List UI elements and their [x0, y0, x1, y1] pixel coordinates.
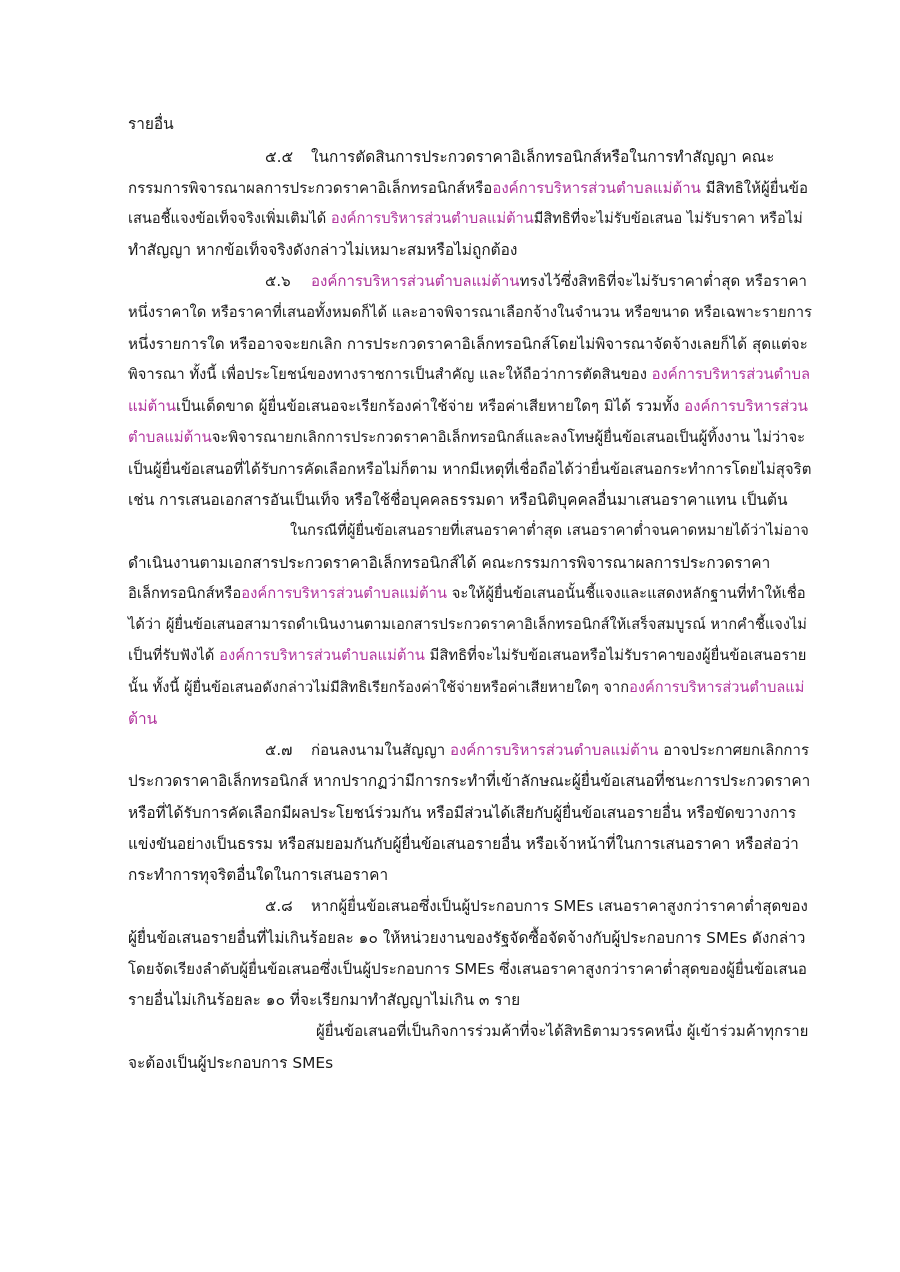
paragraph-start: ในกรณีที่ผู้ยื่นข้อเสนอรายที่เสนอราคาต่ำสุด เสนอราคาต่ำจนคาดหมายได้ว่าไม่อาจ [290, 522, 809, 539]
clause-5-5: ๕.๕ ในการตัดสินการประกวดราคาอิเล็กทรอนิกส์หรือในการทำสัญญา คณะ [265, 148, 775, 166]
text-line: กระทำการทุจริตอื่นใดในการเสนอราคา [128, 866, 389, 884]
org-name: องค์การบริหารส่วนตำบลแม่ต้าน [219, 647, 425, 664]
org-name: องค์การบริหารส่วนตำบลแม่ต้าน [241, 585, 447, 602]
org-name: องค์การบริหารส่วนตำบลแม่ต้าน [449, 741, 659, 759]
text-line: แข่งขันอย่างเป็นธรรม หรือสมยอมกันกับผู้ยื่นข้อเสนอรายอื่น หรือเจ้าหน้าที่ในการเสนอราคา หรือส่อว่า [128, 835, 799, 853]
text-line: กรรมการพิจารณาผลการประกวดราคาอิเล็กทรอนิกส์หรือองค์การบริหารส่วนตำบลแม่ต้าน มีสิทธิให้ผู้ยื่นข้อ [128, 179, 809, 197]
text-line: ทำสัญญา หากข้อเท็จจริงดังกล่าวไม่เหมาะสมหรือไม่ถูกต้อง [128, 241, 518, 259]
clause-5-7: ๕.๗ ก่อนลงนามในสัญญา องค์การบริหารส่วนตำบลแม่ต้าน อาจประกาศยกเลิกการ [265, 741, 809, 759]
text-line: จะต้องเป็นผู้ประกอบการ SMEs [128, 1054, 334, 1072]
text-line: หรือที่ได้รับการคัดเลือกมีผลประโยชน์ร่วมกัน หรือมีส่วนได้เสียกับผู้ยื่นข้อเสนอรายอื่น หรือขัดขวางการ [128, 804, 797, 822]
text-line: พิจารณา ทั้งนี้ เพื่อประโยชน์ของทางราชการเป็นสำคัญ และให้ถือว่าการตัดสินของ องค์การบริหารส่วนตำบล [128, 366, 811, 383]
org-name: องค์การบริหารส่วนตำบลแม่ต้าน [330, 210, 534, 227]
text-line: ประกวดราคาอิเล็กทรอนิกส์ หากปรากฏว่ามีการกระทำที่เข้าลักษณะผู้ยื่นข้อเสนอที่ชนะการประกวดราคา [128, 772, 811, 790]
text-line: รายอื่นไม่เกินร้อยละ ๑๐ ที่จะเรียกมาทำสัญญาไม่เกิน ๓ ราย [128, 991, 521, 1009]
clause-number: ๕.๕ [265, 148, 294, 166]
org-name-part: แม่ต้าน [128, 397, 176, 415]
text-line: เสนอชี้แจงข้อเท็จจริงเพิ่มเติมได้ องค์การบริหารส่วนตำบลแม่ต้านมีสิทธิที่จะไม่รับข้อเสนอ ไม่รับราคา หรือไม่ [128, 210, 803, 227]
clause-number: ๕.๘ [265, 897, 293, 915]
org-name-part: องค์การบริหารส่วนตำบลแม่ [629, 679, 805, 696]
org-name-part: องค์การบริหารส่วนตำบล [651, 366, 811, 383]
org-name-part: ตำบลแม่ต้าน [128, 429, 212, 446]
paragraph-start: ผู้ยื่นข้อเสนอที่เป็นกิจการร่วมค้าที่จะได้สิทธิตามวรรคหนึ่ง ผู้เข้าร่วมค้าทุกราย [316, 1022, 809, 1040]
org-name: องค์การบริหารส่วนตำบลแม่ต้าน [311, 272, 520, 290]
text-line: เป็นผู้ยื่นข้อเสนอที่ได้รับการคัดเลือกหรือไม่ก็ตาม หากมีเหตุที่เชื่อถือได้ว่ายื่นข้อเสนอกระทำการโดยไม่สุจริต [128, 460, 812, 478]
org-name-part: องค์การบริหารส่วน [684, 397, 808, 415]
text-line: หนึ่งรายการใด หรืออาจจะยกเลิก การประกวดราคาอิเล็กทรอนิกส์โดยไม่พิจารณาจัดจ้างเลยก็ได้ สุดแต่จะ [128, 335, 808, 353]
text-line: โดยจัดเรียงลำดับผู้ยื่นข้อเสนอซึ่งเป็นผู้ประกอบการ SMEs ซึ่งเสนอราคาสูงกว่าราคาต่ำสุดของผู้ยื่นข้อเสนอ [128, 960, 807, 978]
clause-5-6: ๕.๖ องค์การบริหารส่วนตำบลแม่ต้านทรงไว้ซึ่งสิทธิที่จะไม่รับราคาต่ำสุด หรือราคา [265, 272, 807, 290]
text-line: ผู้ยื่นข้อเสนอรายอื่นที่ไม่เกินร้อยละ ๑๐ ให้หน่วยงานของรัฐจัดซื้อจัดจ้างกับผู้ประกอบการ SMEs ดังกล่าว [128, 929, 806, 947]
text-line: เช่น การเสนอเอกสารอันเป็นเท็จ หรือใช้ชื่อบุคคลธรรมดา หรือนิติบุคคลอื่นมาเสนอราคาแทน เป็นต้น [128, 491, 788, 509]
text-line: รายอื่น [128, 115, 174, 133]
clause-5-8: ๕.๘ หากผู้ยื่นข้อเสนอซึ่งเป็นผู้ประกอบการ SMEs เสนอราคาสูงกว่าราคาต่ำสุดของ [265, 897, 808, 915]
text-line: ได้ว่า ผู้ยื่นข้อเสนอสามารถดำเนินงานตามเอกสารประกวดราคาอิเล็กทรอนิกส์ให้เสร็จสมบูรณ์ หากคำชี้แจงไม่ [128, 616, 807, 633]
clause-number: ๕.๗ [265, 741, 293, 759]
text-line: แม่ต้านเป็นเด็ดขาด ผู้ยื่นข้อเสนอจะเรียกร้องค่าใช้จ่าย หรือค่าเสียหายใดๆ มิได้ รวมทั้ง องค์การบริหารส่วน [128, 397, 808, 415]
text-line: นั้น ทั้งนี้ ผู้ยื่นข้อเสนอดังกล่าวไม่มีสิทธิเรียกร้องค่าใช้จ่ายหรือค่าเสียหายใดๆ จากองค์การบริหารส่วนตำบลแม่ [128, 679, 805, 696]
text-line: หนึ่งราคาใด หรือราคาที่เสนอทั้งหมดก็ได้ และอาจพิจารณาเลือกจ้างในจำนวน หรือขนาด หรือเฉพาะรายการ [128, 304, 812, 321]
text-line: เป็นที่รับฟังได้ องค์การบริหารส่วนตำบลแม่ต้าน มีสิทธิที่จะไม่รับข้อเสนอหรือไม่รับราคาของผู้ยื่นข้อเสนอราย [128, 647, 807, 664]
text-line: ดำเนินงานตามเอกสารประกวดราคาอิเล็กทรอนิกส์ได้ คณะกรรมการพิจารณาผลการประกวดราคา [128, 554, 771, 572]
clause-number: ๕.๖ [265, 272, 291, 290]
org-name-part: ต้าน [128, 710, 158, 728]
org-name: องค์การบริหารส่วนตำบลแม่ต้าน [492, 179, 701, 197]
text-line [128, 709, 157, 729]
text-line: อิเล็กทรอนิกส์หรือองค์การบริหารส่วนตำบลแม่ต้าน จะให้ผู้ยื่นข้อเสนอนั้นชี้แจงและแสดงหลักฐานที่ทำให้เชื่อ [128, 585, 806, 602]
text-line: ตำบลแม่ต้านจะพิจารณายกเลิกการประกวดราคาอิเล็กทรอนิกส์และลงโทษผู้ยื่นข้อเสนอเป็นผู้ทิ้งงาน ไม่ว่าจะ [128, 429, 806, 446]
